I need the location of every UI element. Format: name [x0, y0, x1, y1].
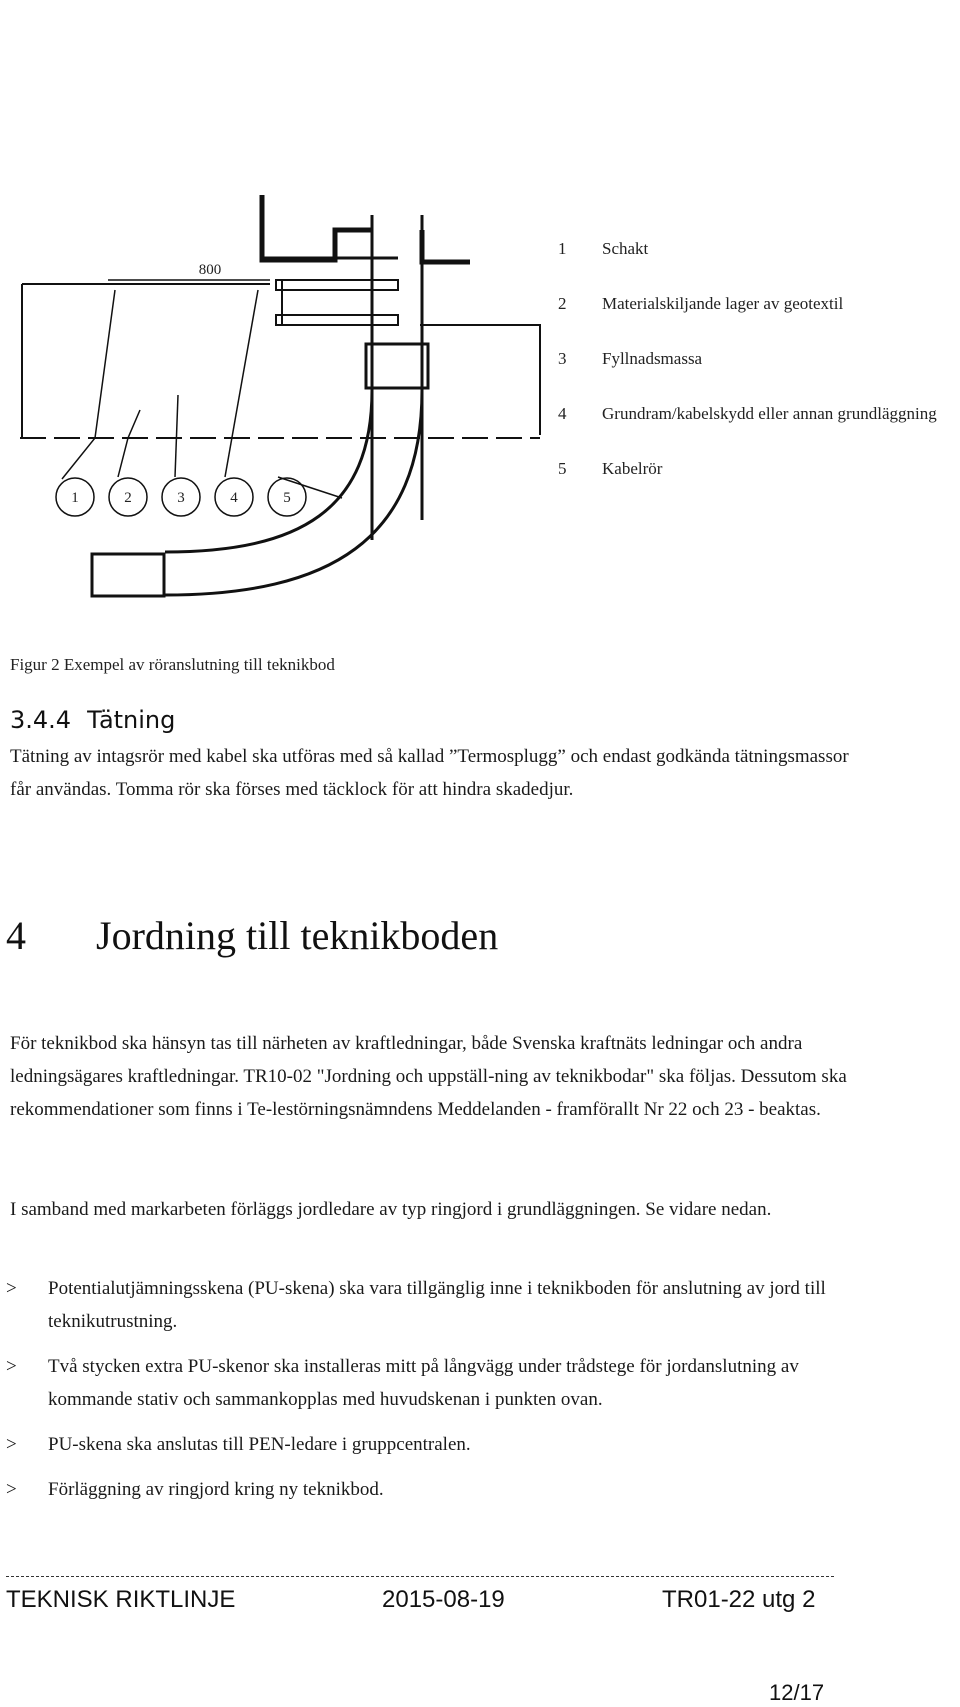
legend-item	[558, 287, 948, 320]
callout-label-2: 2	[124, 490, 132, 506]
chapter-paragraph-1: För teknikbod ska hänsyn tas till närheten av kraftledningar, både Svenska kraftnäts ledningar och andra ledningsägares kraftledningar. TR10-02 "Jordning och uppställ-ning av teknikbodar" ska följas. Dessutom ska rekommendationer som finns i Te-lestörningsnämndens Meddelanden - framförallt Nr 22 och 23 - beaktas.	[10, 1033, 847, 1120]
chapter-paragraph-2: I samband med markarbeten förläggs jordledare av typ ringjord i grundläggningen. Se vidare nedan.	[10, 1199, 772, 1220]
trench-top-right	[420, 325, 540, 435]
legend-text: Kabelrör	[602, 459, 663, 478]
list-item	[6, 1473, 846, 1506]
callout-label-5: 5	[283, 490, 291, 506]
leader-3	[175, 395, 178, 477]
foundation-frame-right	[422, 230, 470, 262]
legend-number: 5	[558, 459, 567, 478]
foundation-frame	[262, 195, 372, 260]
page-number: 12/17	[769, 1680, 825, 1705]
section-heading	[10, 706, 175, 734]
pipe-end	[92, 554, 164, 596]
list-item-text: Potentialutjämningsskena (PU-skena) ska vara tillgänglig inne i teknikboden för anslutning av jord till teknikutrustning.	[48, 1278, 826, 1332]
callout-label-3: 3	[177, 490, 185, 506]
legend-item	[558, 342, 948, 375]
list-item	[6, 1350, 846, 1416]
pipe-bend-inner	[165, 390, 372, 552]
legend-item	[558, 232, 948, 265]
list-item-text: Förläggning av ringjord kring ny teknikbod.	[48, 1479, 384, 1500]
chapter-heading	[6, 912, 498, 959]
pipe-coupling	[366, 344, 428, 388]
list-item-text: Två stycken extra PU-skenor ska installeras mitt på långvägg under trådstege för jordanslutning av kommande stativ och sammankopplas med huvudskenan i punkten ovan.	[48, 1356, 799, 1410]
bullet-marker: >	[6, 1278, 17, 1299]
flange-bottom	[276, 315, 398, 325]
leader-4	[225, 290, 258, 477]
legend-text: Materialskiljande lager av geotextil	[602, 294, 844, 313]
leader-2	[118, 410, 140, 477]
section-body: Tätning av intagsrör med kabel ska utföras med så kallad ”Termosplugg” och endast godkända tätningsmassor får användas. Tomma rör ska förses med täcklock för att hindra skadedjur.	[10, 746, 849, 800]
legend-text: Fyllnadsmassa	[602, 349, 703, 368]
footer-divider	[6, 1576, 834, 1577]
bullet-marker: >	[6, 1479, 17, 1500]
figure-legend	[558, 232, 948, 507]
legend-item	[558, 452, 948, 485]
legend-number: 2	[558, 294, 567, 313]
pipe-connection-figure	[0, 180, 560, 610]
legend-number: 3	[558, 349, 567, 368]
chapter-title: Jordning till teknikboden	[96, 913, 499, 958]
flange-top	[276, 280, 398, 290]
section-number: 3.4.4	[10, 706, 72, 734]
legend-number: 1	[558, 239, 567, 258]
bullet-marker: >	[6, 1434, 17, 1455]
chapter-number: 4	[6, 913, 26, 958]
figure-caption: Figur 2 Exempel av röranslutning till teknikbod	[10, 655, 335, 674]
footer-date: 2015-08-19	[382, 1586, 505, 1613]
bullet-marker: >	[6, 1356, 17, 1377]
requirement-list	[6, 1272, 846, 1518]
list-item-text: PU-skena ska anslutas till PEN-ledare i gruppcentralen.	[48, 1434, 471, 1455]
callout-label-4: 4	[230, 490, 238, 506]
legend-item	[558, 397, 948, 430]
footer-doc-type: TEKNISK RIKTLINJE	[6, 1586, 236, 1613]
dimension-label: 800	[198, 262, 222, 278]
footer-doc-id: TR01-22 utg 2	[662, 1586, 816, 1613]
callout-label-1: 1	[71, 490, 79, 506]
pipe-connection-drawing	[0, 180, 560, 610]
legend-text: Grundram/kabelskydd eller annan grundläggning	[602, 404, 937, 423]
pipe-bend-outer	[165, 390, 422, 595]
legend-text: Schakt	[602, 239, 649, 258]
list-item	[6, 1272, 846, 1338]
list-item	[6, 1428, 846, 1461]
section-title: Tätning	[87, 706, 176, 734]
legend-number: 4	[558, 404, 567, 423]
leader-1	[62, 290, 115, 479]
